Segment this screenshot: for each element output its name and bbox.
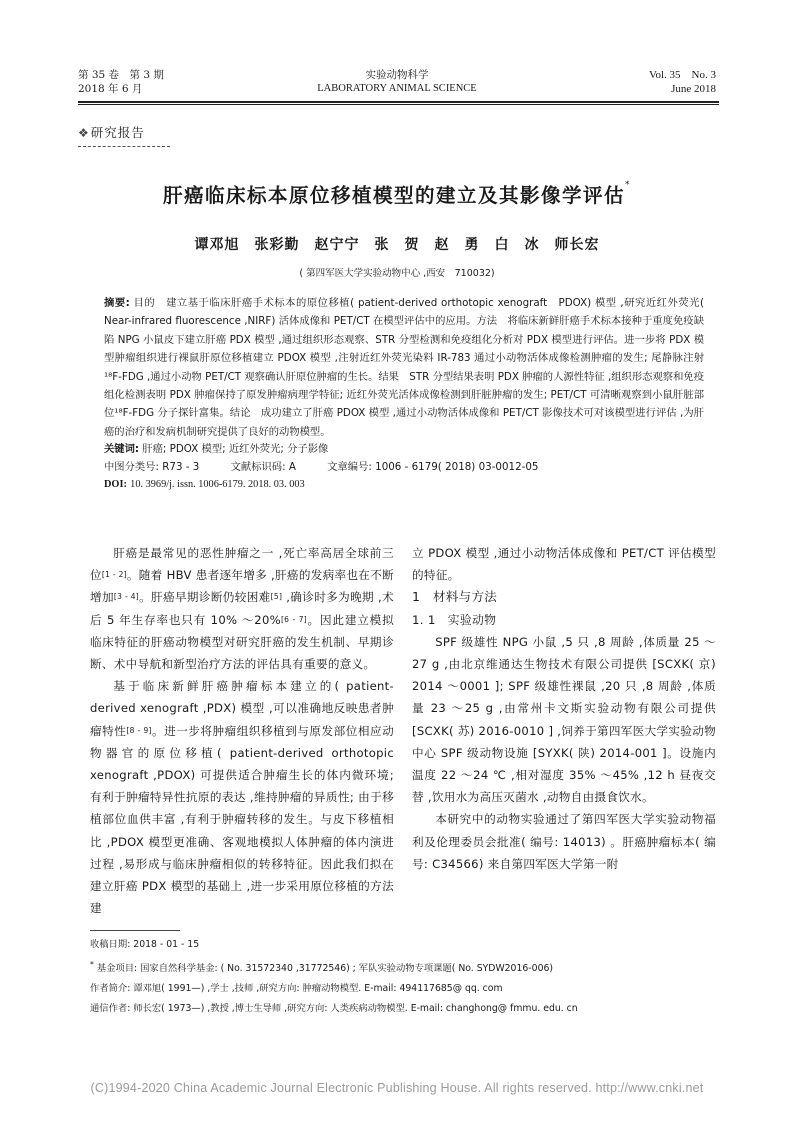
keywords-text: 肝癌; PDOX 模型; 近红外荧光; 分子影像: [142, 443, 329, 456]
clc-label: 中图分类号:: [104, 460, 159, 473]
title-footnote-mark: *: [625, 180, 631, 190]
intro-paragraph-2: [90, 675, 394, 919]
keywords: [104, 441, 704, 459]
article-number-value: 1006 - 6179( 2018) 03-0012-05: [375, 460, 539, 473]
intro-paragraph-1: [90, 542, 394, 675]
copyright-watermark: (C)1994-2020 China Academic Journal Electronic Publishing House. All rights reserved. http://www.cnki.net: [90, 1081, 704, 1095]
citation[interactable]: [8 - 9]: [126, 725, 152, 735]
citation[interactable]: [3 - 4]: [113, 592, 140, 602]
funding-text: 基金项目: 国家自然科学基金: ( No. 31572340 ,31772546) ; 军队实验动物专项课题( No. SYDW2016-006): [96, 963, 554, 975]
section-label-text: 研究报告: [90, 125, 145, 140]
footnotes: [90, 935, 730, 1019]
journal-name-en: LABORATORY ANIMAL SCIENCE: [317, 83, 477, 94]
author-introduction: 作者简介: 谭邓旭( 1991—) ,学士 ,技师 ,研究方向: 肿瘤动物模型. E-mail: 494117685@ qq. com: [90, 983, 503, 995]
clc-value: R73 - 3: [162, 460, 200, 473]
abstract-text: 目的 建立基于临床肝癌手术标本的原位移植( patient-derived orthotopic xenograft PDOX) 模型 ,研究近红外荧光( Near-infrared fluorescence ,NIRF) 活体成像和 PET/CT 在模型评估中的应用。方法 将临床新鲜肝癌手术标本接种于重度免疫缺陷 NPG 小鼠皮下建立肝癌 PDX 模型 ,通过组织形态观察、STR 分型检测和免疫组化分析对 PDX 模型进行评估。进一步将 PDX 模型肿瘤组织进行裸鼠肝原位移植建立 PDOX 模型 ,注射近红外荧光染料 IR-783 通过小动物活体成像检测肿瘤的发生; 尾静脉注射¹⁸F-FDG ,通过小动物 PET/CT 观察确认肝原位肿瘤的生长。结果 STR 分型结果表明 PDX 肿瘤的人源性特征 ,组织形态观察和免疫组化检测表明 PDX 肿瘤保持了原发肿瘤病理学特征; 近红外荧光活体成像检测到肝脏肿瘤的发生; PET/CT 可清晰观察到小鼠肝脏部位¹⁸F-FDG 分子探针富集。结论 成功建立了肝癌 PDOX 模型 ,通过小动物活体成像和 PET/CT 影像技术可对该模型进行评估 ,为肝癌的治疗和发病机制研究提供了良好的动物模型。: [104, 297, 705, 438]
article-number-label: 文章编号:: [327, 460, 372, 473]
funding-note: [90, 955, 730, 979]
publication-date-en: June 2018: [671, 83, 716, 95]
running-header-right: [649, 68, 716, 96]
funding-mark: *: [90, 960, 94, 969]
body-column-left: [90, 542, 394, 919]
abstract: [104, 294, 704, 441]
section-label-underline: [78, 146, 170, 147]
corresponding-author: 通信作者: 师长宏( 1973—) ,教授 ,博士生导师 ,研究方向: 人类疾病动物模型. E-mail: changhong@ fmmu. edu. cn: [90, 1003, 578, 1015]
body-column-right: [412, 542, 716, 875]
text-run: 。随着 HBV 患者逐年增多 ,肝癌的发病率也在不断增加: [90, 568, 394, 605]
text-run: 。肝癌早期诊断仍较困难: [139, 590, 271, 605]
doc-code-value: A: [288, 460, 296, 473]
text-run: 。进一步将肿瘤组织移植到与原发部位相应动物器官的原位移植( patient-derived orthotopic xenograft ,PDOX) 可提供适合肿瘤生长的体内微环境; 有利于肿瘤特异性抗原的表达 ,维持肿瘤的异质性; 由于移植部位血供丰富 ,有利于肿瘤转移的发生。与皮下移植相比 ,PDOX 模型更准确、客观地模拟人体肿瘤的体内演进过程 ,易形成与临床肿瘤相似的转移特征。因此我们拟在建立肝癌 PDX 模型的基础上 ,进一步采用原位移植的方法建: [90, 723, 394, 916]
affiliation: ( 第四军医大学实验动物中心 ,西安 710032): [299, 268, 495, 279]
doc-code-label: 文献标识码:: [230, 460, 286, 473]
citation[interactable]: [5]: [270, 592, 283, 602]
animals-paragraph: SPF 级雄性 NPG 小鼠 ,5 只 ,8 周龄 ,体质量 25 ～27 g ,由北京维通达生物技术有限公司提供 [SCXK( 京) 2014 ～0001 ]; SPF 级雄性裸鼠 ,20 只 ,8 周龄 ,体质量 23 ～25 g ,由常州卡文斯实验动物有限公司提供[SCXK( 苏) 2016-0010 ] ,饲养于第四军医大学实验动物中心 SPF 级动物设施 [SYXK( 陕) 2014-001 ]。设施内温度 22 ～24 ℃ ,相对湿度 35% ～45% ,12 h 昼夜交替 ,饮用水为高压灭菌水 ,动物自由摄食饮水。: [412, 634, 716, 805]
abstract-label: 摘要:: [104, 297, 130, 309]
keywords-label: 关键词:: [104, 443, 140, 456]
footnote-rule: [90, 930, 180, 931]
intro-paragraph-2-continued: 立 PDOX 模型 ,通过小动物活体成像和 PET/CT 评估模型的特征。: [412, 546, 716, 583]
article-title-text: 肝癌临床标本原位移植模型的建立及其影像学评估: [162, 184, 625, 207]
text-run: 基于临床新鲜肝癌肿瘤标本建立的( patient-derived xenograft ,PDX) 模型 ,可以准确地反映患者肿瘤特性: [90, 679, 394, 738]
ethics-paragraph: 本研究中的动物实验通过了第四军医大学实验动物福利及伦理委员会批准( 编号: 14013) 。肝癌肿瘤标本( 编号: C34566) 来自第四军医大学第一附: [412, 812, 716, 871]
publication-date: 2018 年 6 月: [78, 83, 143, 95]
citation[interactable]: [1 - 2]: [101, 570, 127, 580]
abstract-block: [104, 294, 704, 494]
classification-line: [104, 459, 704, 477]
author-list: 谭邓旭 张彩勤 赵宁宁 张 贺 赵 勇 白 冰 师长宏: [194, 237, 600, 253]
text-run: 。因此建立模拟临床特征的肝癌动物模型对研究肝癌的发生机制、早期诊断、术中导航和新型治疗方法的评估具有重要的意义。: [90, 612, 394, 672]
subsection-heading-animals: 1. 1 实验动物: [412, 612, 497, 627]
volume-issue-en: Vol. 35 No. 3: [648, 69, 716, 81]
volume-issue: 第 35 卷 第 3 期: [78, 69, 164, 81]
section-heading-materials-methods: 1 材料与方法: [412, 589, 498, 605]
section-label: [78, 123, 145, 141]
journal-name-cn: 实验动物科学: [365, 69, 429, 81]
received-date: 收稿日期: 2018 - 01 - 15: [90, 939, 200, 950]
section-ornament-icon: ❖: [78, 126, 90, 140]
header-rule: [78, 101, 719, 103]
doi-value: 10. 3969/j. issn. 1006-6179. 2018. 03. 003: [130, 479, 305, 491]
text-run: 肝癌是最常见的恶性肿瘤之一 ,死亡率高居全球前三位: [90, 546, 394, 583]
text-run: ,确诊时多为晚期 ,术后 5 年生存率也只有 10% ～20%: [90, 590, 394, 627]
citation[interactable]: [6 - 7]: [280, 614, 307, 624]
article-title: [0, 180, 794, 208]
doi-label: DOI:: [104, 479, 127, 491]
doi-line: [104, 476, 704, 494]
header-rule-thin: [78, 104, 719, 105]
